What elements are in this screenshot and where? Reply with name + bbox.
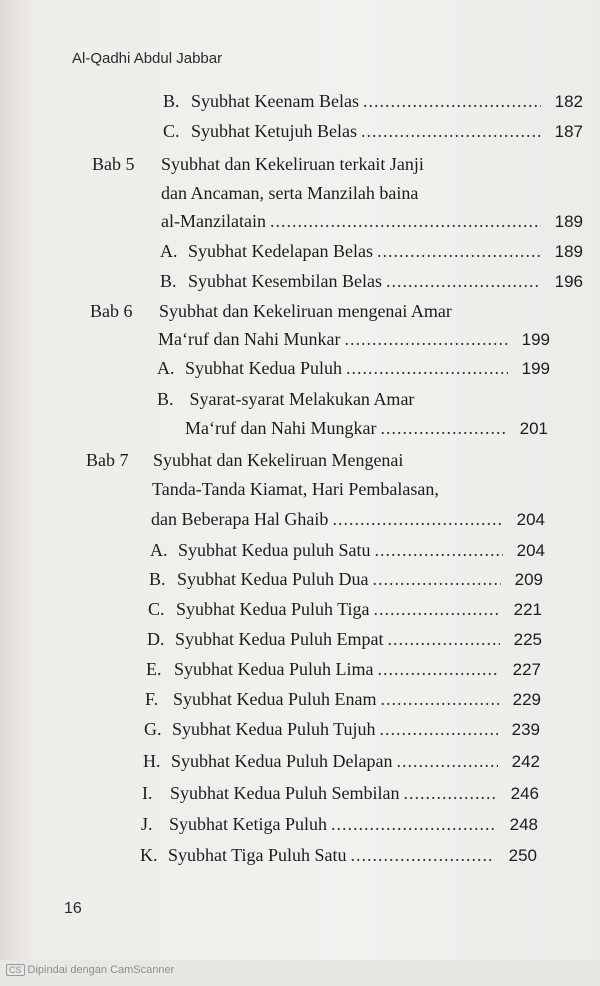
toc-entry [151,504,545,534]
toc-entry [144,714,540,744]
entry-letter: C. [163,121,180,141]
entry-page: 196 [554,272,583,291]
entry-letter: C. [148,599,165,619]
entry-title: Syubhat Tiga Puluh Satu [168,845,347,865]
entry-letter: A. [150,540,168,560]
toc-entry [145,684,541,714]
entry-title: Syubhat Keenam Belas [191,91,359,111]
toc-entry [149,564,543,594]
entry-page: 239 [511,720,540,739]
entry-title: al-Manzilatain [161,211,266,231]
toc-entry [147,624,542,654]
entry-page: 199 [521,359,550,378]
entry-page: 248 [509,815,538,834]
toc-entry [161,206,583,236]
entry-page: 204 [516,541,545,560]
chapter-label: Bab 6 [90,301,133,321]
toc-entry [163,116,583,146]
dot-leader [270,206,541,236]
page-number: 16 [64,900,82,917]
entry-title: Syubhat Kedua Puluh Tiga [176,599,370,619]
entry-letter: B. [157,389,174,409]
toc-entry [160,236,583,266]
entry-title: Ma‘ruf dan Nahi Mungkar [185,418,377,438]
dot-leader [363,86,541,116]
dot-leader [386,266,541,296]
dot-leader [380,684,499,714]
toc-entry [141,809,538,839]
toc-entry [143,746,540,776]
toc-entry [142,778,539,808]
toc-entry [158,324,550,354]
dot-leader [403,778,497,808]
entry-letter: A. [157,358,175,378]
entry-title: Syubhat Kedua Puluh Empat [175,629,384,649]
entry-letter: E. [146,659,162,679]
entry-page: 189 [554,212,583,231]
entry-page: 246 [510,784,539,803]
entry-letter: B. [160,271,177,291]
entry-title: Syubhat Kedelapan Belas [188,241,373,261]
entry-page: 209 [514,570,543,589]
scanner-text: Dipindai dengan CamScanner [27,964,175,976]
dot-leader [346,353,508,383]
entry-page: 204 [516,510,545,529]
chapter-title-line: Syubhat dan Kekeliruan Mengenai [153,450,404,470]
toc-entry [140,840,537,870]
dot-leader [372,564,501,594]
dot-leader [374,594,500,624]
toc-entry [146,654,541,684]
dot-leader [351,840,495,870]
dot-leader [380,413,506,443]
entry-letter: J. [141,814,153,834]
entry-page: 182 [554,92,583,111]
entry-letter: B. [149,569,166,589]
entry-page: 250 [508,846,537,865]
entry-title: Syubhat Kedua Puluh Enam [173,689,377,709]
dot-leader [344,324,508,354]
dot-leader [374,535,503,565]
entry-title: Syubhat Kedua Puluh Sembilan [170,783,400,803]
dot-leader [396,746,498,776]
dot-leader [387,624,500,654]
chapter-title-line: Tanda-Tanda Kiamat, Hari Pembalasan, [152,479,439,499]
dot-leader [377,236,541,266]
entry-title: Syubhat Kedua Puluh [185,358,342,378]
camscanner-logo-icon: CS [6,964,25,976]
dot-leader [331,809,496,839]
entry-title: Syubhat Kedua puluh Satu [178,540,371,560]
entry-title: Syubhat Ketujuh Belas [191,121,357,141]
entry-letter: D. [147,629,165,649]
entry-page: 189 [554,242,583,261]
dot-leader [380,714,498,744]
entry-letter: F. [145,689,159,709]
entry-title: Syubhat Kedua Puluh Lima [174,659,374,679]
entry-page: 227 [512,660,541,679]
entry-letter: A. [160,241,178,261]
entry-title: Syarat-syarat Melakukan Amar [189,389,415,409]
toc-entry [150,535,545,565]
toc-entry [163,86,583,116]
dot-leader [332,504,503,534]
scanner-watermark [6,964,174,976]
entry-title: Syubhat Kedua Puluh Dua [177,569,369,589]
dot-leader [361,116,541,146]
toc-entry [148,594,542,624]
chapter-title-line: dan Ancaman, serta Manzilah baina [161,183,419,203]
toc-entry [160,266,583,296]
toc-entry-line [157,384,414,414]
entry-page: 229 [512,690,541,709]
entry-letter: K. [140,845,158,865]
entry-title: Ma‘ruf dan Nahi Munkar [158,329,341,349]
entry-page: 199 [521,330,550,349]
entry-title: Syubhat Kesembilan Belas [188,271,382,291]
entry-letter: B. [163,91,180,111]
entry-title: Syubhat Kedua Puluh Delapan [171,751,393,771]
entry-title: dan Beberapa Hal Ghaib [151,509,329,529]
entry-letter: G. [144,719,162,739]
entry-page: 221 [513,600,542,619]
entry-letter: H. [143,751,161,771]
entry-page: 201 [519,419,548,438]
entry-letter: I. [142,783,153,803]
toc-entry [185,413,548,443]
chapter-title-line: Syubhat dan Kekeliruan mengenai Amar [159,301,452,321]
entry-page: 242 [511,752,540,771]
running-head: Al-Qadhi Abdul Jabbar [72,50,223,67]
chapter-title-line: Syubhat dan Kekeliruan terkait Janji [161,154,424,174]
entry-page: 225 [513,630,542,649]
entry-page: 187 [554,122,583,141]
toc-entry [157,353,550,383]
entry-title: Syubhat Ketiga Puluh [169,814,327,834]
entry-title: Syubhat Kedua Puluh Tujuh [172,719,376,739]
chapter-label: Bab 5 [92,154,135,174]
chapter-label: Bab 7 [86,450,129,470]
dot-leader [377,654,499,684]
